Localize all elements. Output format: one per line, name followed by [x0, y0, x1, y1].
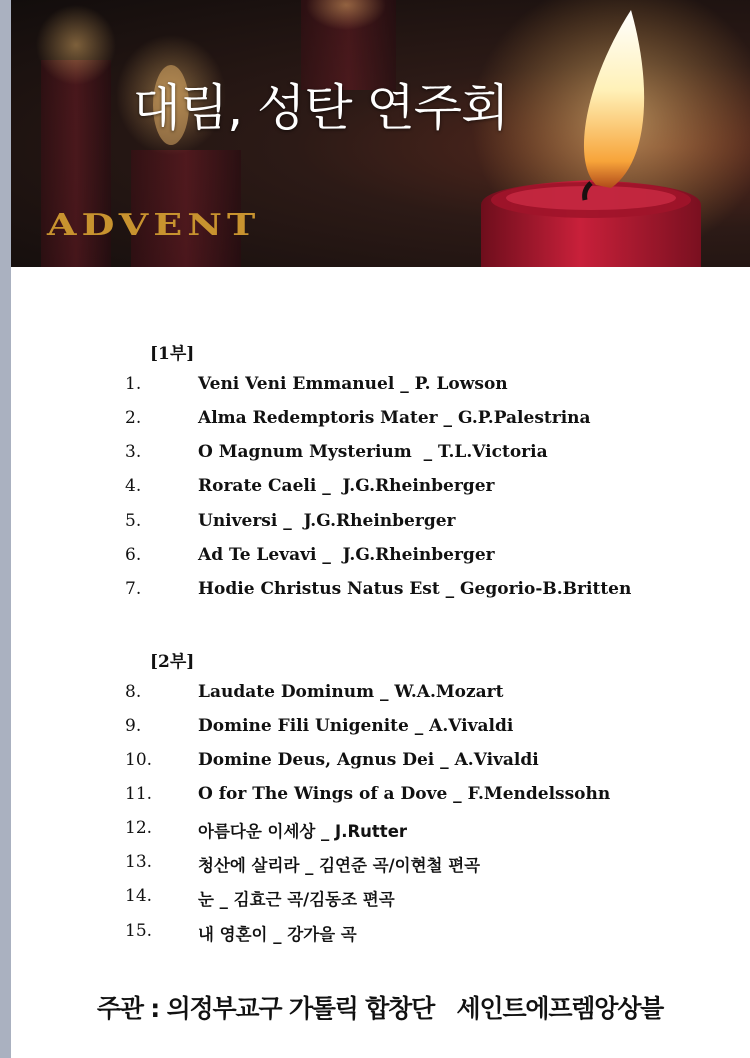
- item-title: 청산에 살리라 _ 김연준 곡/이현철 편곡: [198, 856, 481, 875]
- item-number: 9.: [125, 716, 142, 736]
- program-item: [0, 408, 750, 430]
- item-title: O Magnum Mysterium _ T.L.Victoria: [198, 442, 548, 462]
- program-item: [0, 476, 750, 498]
- program-item: [0, 716, 750, 738]
- item-title: Domine Fili Unigenite _ A.Vivaldi: [198, 716, 514, 736]
- program-item: [0, 374, 750, 396]
- item-number: 7.: [125, 579, 142, 599]
- item-title: Domine Deus, Agnus Dei _ A.Vivaldi: [198, 750, 539, 770]
- program-item: [0, 921, 750, 943]
- program-item: [0, 511, 750, 533]
- item-number: 5.: [125, 511, 142, 531]
- item-number: 2.: [125, 408, 142, 428]
- item-title: 눈 _ 김효근 곡/김동조 편곡: [198, 890, 395, 909]
- item-number: 11.: [125, 784, 153, 804]
- item-number: 12.: [125, 818, 153, 838]
- part2-heading: [2부]: [150, 652, 195, 672]
- item-title: Alma Redemptoris Mater _ G.P.Palestrina: [198, 408, 591, 428]
- item-title: Laudate Dominum _ W.A.Mozart: [198, 682, 504, 702]
- program-item: [0, 784, 750, 806]
- item-number: 15.: [125, 921, 153, 941]
- program-item: [0, 886, 750, 908]
- program-item: [0, 682, 750, 704]
- concert-title: 대림, 성탄 연주회: [132, 79, 509, 137]
- item-number: 13.: [125, 852, 153, 872]
- item-title: Hodie Christus Natus Est _ Gegorio-B.Britten: [198, 579, 632, 599]
- item-number: 1.: [125, 374, 142, 394]
- program-item: [0, 750, 750, 772]
- program-item: [0, 442, 750, 464]
- program-item: [0, 852, 750, 874]
- program-item: [0, 579, 750, 601]
- program-item: [0, 545, 750, 567]
- part1-heading: [1부]: [150, 344, 195, 364]
- item-title: 아름다운 이세상 _ J.Rutter: [198, 822, 408, 841]
- item-title: Ad Te Levavi _ J.G.Rheinberger: [198, 545, 495, 565]
- item-title: Rorate Caeli _ J.G.Rheinberger: [198, 476, 495, 496]
- advent-banner: [11, 0, 750, 267]
- item-number: 8.: [125, 682, 142, 702]
- item-number: 3.: [125, 442, 142, 462]
- item-title: Veni Veni Emmanuel _ P. Lowson: [198, 374, 508, 394]
- item-number: 10.: [125, 750, 153, 770]
- item-number: 14.: [125, 886, 153, 906]
- organizer-credit: 주관 : 의정부교구 가톨릭 합창단 세인트에프렘앙상블: [96, 994, 664, 1023]
- advent-logo-text: ADVENT: [47, 207, 261, 243]
- program-item: [0, 818, 750, 840]
- item-number: 6.: [125, 545, 142, 565]
- item-title: 내 영혼이 _ 강가을 곡: [198, 925, 357, 944]
- item-title: Universi _ J.G.Rheinberger: [198, 511, 456, 531]
- item-title: O for The Wings of a Dove _ F.Mendelssohn: [198, 784, 611, 804]
- item-number: 4.: [125, 476, 142, 496]
